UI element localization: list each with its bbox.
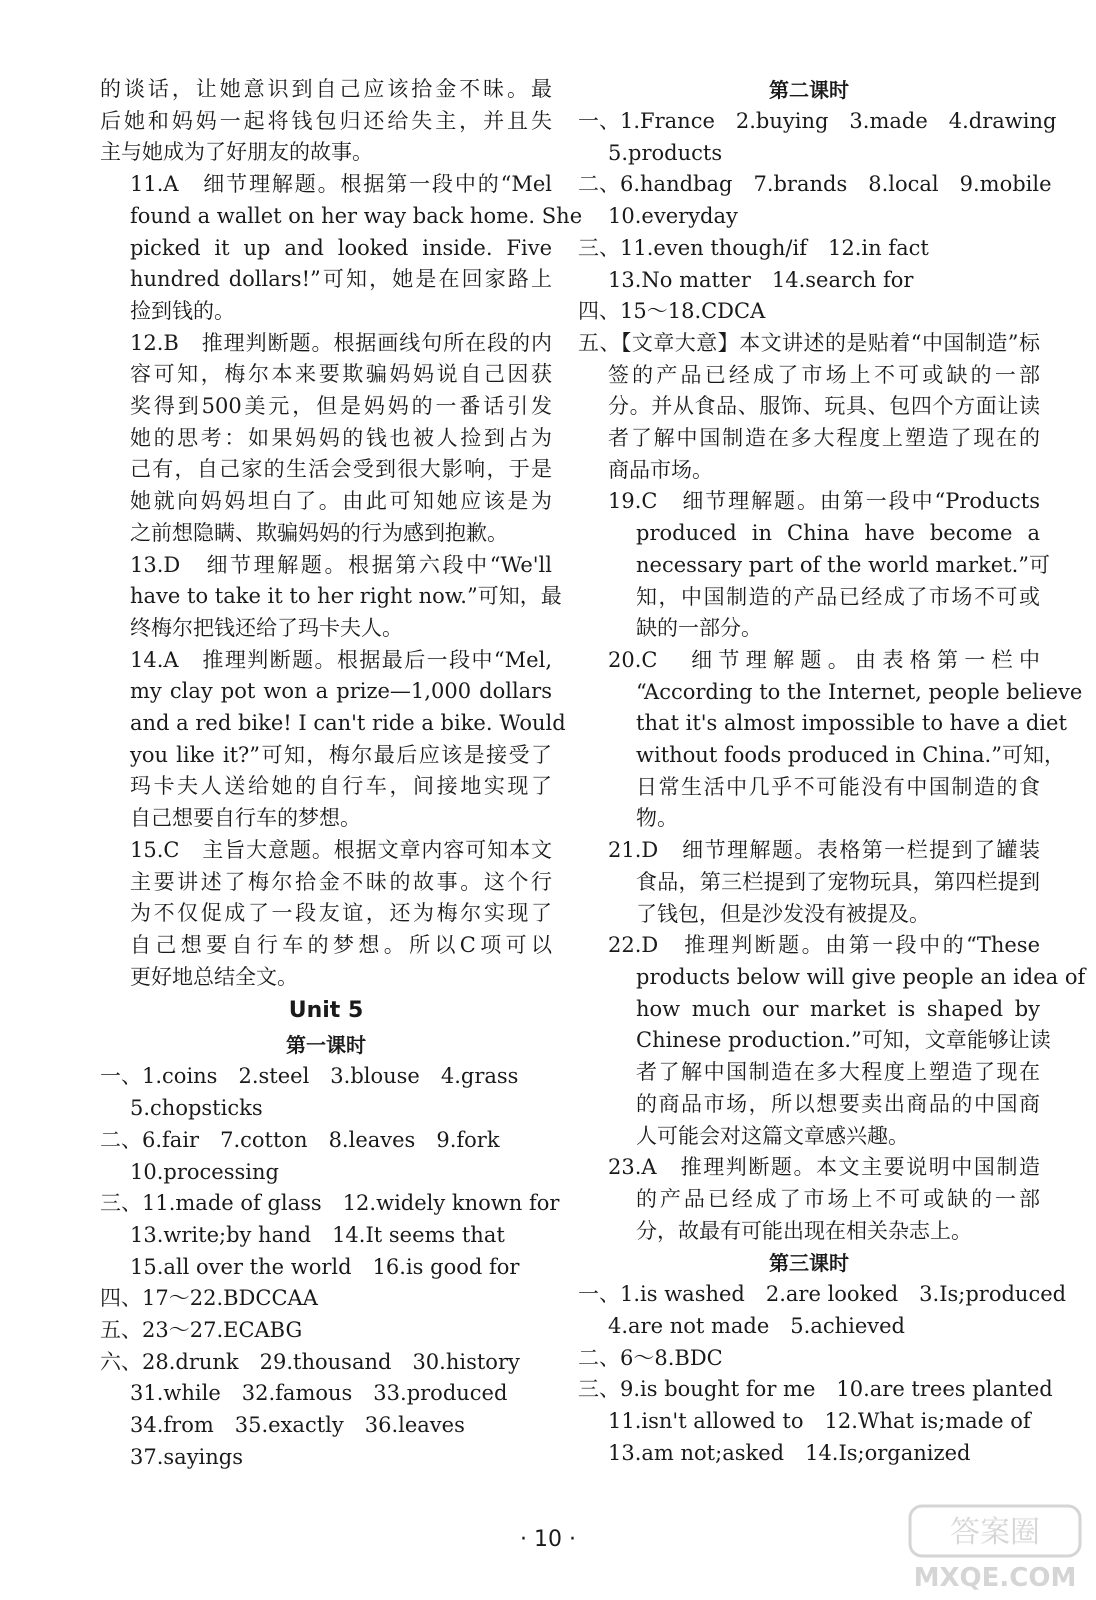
answer-line: 分。并从食品、服饰、玩具、包四个方面让读 bbox=[608, 394, 1040, 419]
answer-line: have to take it to her right now.”可知，最 bbox=[130, 584, 562, 609]
answer-line: 4.are not made 5.achieved bbox=[608, 1314, 906, 1339]
answer-line: 21.D 细节理解题。表格第一栏提到了罐装 bbox=[608, 838, 1040, 863]
answer-line: 缺的一部分。 bbox=[636, 616, 762, 641]
answer-line: “According to the Internet, people believe bbox=[636, 679, 1083, 704]
answer-line: 20.C 细节理解题。由表格第一栏中 bbox=[608, 647, 1040, 672]
answer-line: 三、11.made of glass 12.widely known for bbox=[100, 1191, 560, 1216]
answer-line: 物。 bbox=[636, 806, 678, 831]
left-column bbox=[100, 74, 583, 1474]
answer-line: 15.all over the world 16.is good for bbox=[130, 1254, 520, 1279]
answer-line: 自己想要自行车的梦想。所以C项可以 bbox=[130, 932, 552, 957]
answer-line: 13.am not;asked 14.Is;organized bbox=[608, 1440, 971, 1465]
answer-line: 食品，第三栏提到了宠物玩具，第四栏提到 bbox=[636, 869, 1040, 894]
answer-line: how much our market is shaped by bbox=[636, 996, 1040, 1021]
answer-line: 者了解中国制造在多大程度上塑造了现在 bbox=[636, 1060, 1040, 1085]
answer-line: 的商品市场，所以想要卖出商品的中国商 bbox=[636, 1091, 1040, 1116]
answer-line: 一、1.France 2.buying 3.made 4.drawing bbox=[578, 109, 1057, 133]
answer-line: found a wallet on her way back home. She bbox=[130, 203, 583, 228]
answer-line: 为不仅促成了一段友谊，还为梅尔实现了 bbox=[130, 901, 552, 926]
answer-line: 31.while 32.famous 33.produced bbox=[130, 1381, 508, 1406]
answer-line: 己有，自己家的生活会受到很大影响，于是 bbox=[130, 457, 552, 482]
answer-line: products below will give people an idea of bbox=[636, 964, 1086, 989]
answer-line: 人可能会对这篇文章感兴趣。 bbox=[636, 1123, 909, 1148]
answer-line: 之前想隐瞒、欺骗妈妈的行为感到抱歉。 bbox=[130, 520, 508, 545]
answer-line: 34.from 35.exactly 36.leaves bbox=[130, 1413, 465, 1438]
answer-line: 后她和妈妈一起将钱包归还给失主，并且失 bbox=[100, 108, 552, 133]
answer-line: 分，故最有可能出现在相关杂志上。 bbox=[636, 1218, 972, 1243]
answer-line: 三、11.even though/if 12.in fact bbox=[578, 235, 929, 260]
answer-line: 五、【文章大意】本文讲述的是贴着“中国制造”标 bbox=[578, 330, 1040, 355]
answer-line: 捡到钱的。 bbox=[130, 298, 235, 323]
answer-line: 四、17～22.BDCCAA bbox=[100, 1286, 318, 1311]
answer-line: 37.sayings bbox=[130, 1444, 244, 1469]
answer-line: 一、1.is washed 2.are looked 3.Is;produced bbox=[578, 1282, 1067, 1307]
watermark-logo bbox=[900, 1500, 1090, 1596]
answer-line: 11.isn't allowed to 12.What is;made of bbox=[608, 1409, 1031, 1434]
answer-line: 13.write;by hand 14.It seems that bbox=[130, 1222, 505, 1247]
answer-line: 签的产品已经成了市场上不可或缺的一部 bbox=[608, 362, 1040, 387]
answer-line: 终梅尔把钱还给了玛卡夫人。 bbox=[130, 615, 403, 640]
lesson-2-answers bbox=[578, 106, 1086, 1247]
answer-line: you like it?”可知，梅尔最后应该是接受了 bbox=[130, 742, 552, 767]
svg-text:答案圈: 答案圈 bbox=[950, 1515, 1040, 1550]
answer-line: 日常生活中几乎不可能没有中国制造的食 bbox=[636, 774, 1040, 799]
answer-line: 10.processing bbox=[130, 1159, 279, 1184]
answer-line: 她的思考：如果妈妈的钱也被人捡到占为 bbox=[130, 425, 552, 450]
answer-line: that it's almost impossible to have a diet bbox=[636, 711, 1067, 736]
right-column bbox=[578, 74, 1086, 1470]
answer-line: 10.everyday bbox=[608, 204, 738, 229]
answer-line: 22.D 推理判断题。由第一段中的“These bbox=[608, 933, 1040, 958]
answer-line: 12.B 推理判断题。根据画线句所在段的内 bbox=[130, 330, 552, 355]
answer-line: 13.D 细节理解题。根据第六段中“We'll bbox=[130, 552, 552, 577]
answer-line: 四、15～18.CDCA bbox=[578, 299, 766, 324]
answer-line: 的产品已经成了市场上不可或缺的一部 bbox=[636, 1186, 1040, 1211]
answer-line: 14.A 推理判断题。根据最后一段中“Mel, bbox=[130, 647, 552, 672]
answer-line: my clay pot won a prize—1,000 dollars bbox=[130, 679, 552, 704]
answer-line: 23.A 推理判断题。本文主要说明中国制造 bbox=[608, 1155, 1040, 1180]
answer-line: 一、1.coins 2.steel 3.blouse 4.grass bbox=[100, 1064, 519, 1089]
answer-line: hundred dollars!”可知，她是在回家路上 bbox=[130, 267, 552, 292]
answer-line: Chinese production.”可知，文章能够让读 bbox=[636, 1028, 1051, 1053]
answer-line: 她就向妈妈坦白了。由此可知她应该是为 bbox=[130, 489, 552, 514]
answer-line: produced in China have become a bbox=[636, 521, 1040, 546]
answer-line: 15.C 主旨大意题。根据文章内容可知本文 bbox=[130, 837, 552, 862]
answer-line: 二、6.fair 7.cotton 8.leaves 9.fork bbox=[100, 1127, 500, 1152]
answer-line: 知，中国制造的产品已经成了市场不可或 bbox=[636, 584, 1040, 609]
answer-line: 三、9.is bought for me 10.are trees planted bbox=[578, 1377, 1053, 1402]
left-answers bbox=[100, 74, 583, 993]
lesson-1-title: 第一课时 bbox=[286, 1033, 366, 1058]
answer-line: without foods produced in China.”可知， bbox=[636, 743, 1065, 768]
answer-line: 自己想要自行车的梦想。 bbox=[130, 806, 361, 831]
answer-line: 5.products bbox=[608, 140, 723, 165]
lesson-3-title: 第三课时 bbox=[769, 1251, 849, 1276]
lesson-3-answers bbox=[578, 1279, 1067, 1469]
answer-line: 二、6.handbag 7.brands 8.local 9.mobile bbox=[578, 172, 1052, 197]
page-number: · 10 · bbox=[520, 1527, 576, 1552]
answer-line: 了钱包，但是沙发没有被提及。 bbox=[636, 901, 930, 926]
answer-line: 的谈话，让她意识到自己应该拾金不昧。最 bbox=[100, 77, 552, 101]
answer-line: picked it up and looked inside. Five bbox=[130, 235, 552, 260]
lesson-2-title: 第二课时 bbox=[769, 78, 849, 102]
answer-line: 更好地总结全文。 bbox=[130, 964, 298, 989]
answer-line: 19.C 细节理解题。由第一段中“Products bbox=[608, 489, 1040, 514]
answer-line: 六、28.drunk 29.thousand 30.history bbox=[100, 1349, 520, 1374]
answer-line: 主要讲述了梅尔拾金不昧的故事。这个行 bbox=[130, 869, 552, 894]
answer-line: necessary part of the world market.”可 bbox=[636, 552, 1051, 577]
answer-line: 11.A 细节理解题。根据第一段中的“Mel bbox=[130, 172, 552, 197]
unit-title: Unit 5 bbox=[288, 998, 364, 1024]
answer-line: 者了解中国制造在多大程度上塑造了现在的 bbox=[608, 426, 1040, 451]
answer-line: 玛卡夫人送给她的自行车，间接地实现了 bbox=[130, 774, 552, 799]
answer-line: 五、23～27.ECABG bbox=[100, 1318, 303, 1343]
answer-line: 13.No matter 14.search for bbox=[608, 267, 914, 292]
answer-line: 容可知，梅尔本来要欺骗妈妈说自己因获 bbox=[130, 362, 552, 387]
lesson-1-answers bbox=[100, 1061, 560, 1473]
answer-line: and a red bike! I can't ride a bike. Would bbox=[130, 711, 566, 736]
answer-line: 二、6～8.BDC bbox=[578, 1345, 723, 1370]
answer-line: 奖得到500美元，但是妈妈的一番话引发 bbox=[130, 394, 552, 419]
answer-line: 商品市场。 bbox=[608, 457, 713, 482]
answer-line: 5.chopsticks bbox=[130, 1096, 263, 1121]
svg-text:MXQE.COM: MXQE.COM bbox=[913, 1563, 1077, 1593]
answer-line: 主与她成为了好朋友的故事。 bbox=[100, 140, 373, 165]
